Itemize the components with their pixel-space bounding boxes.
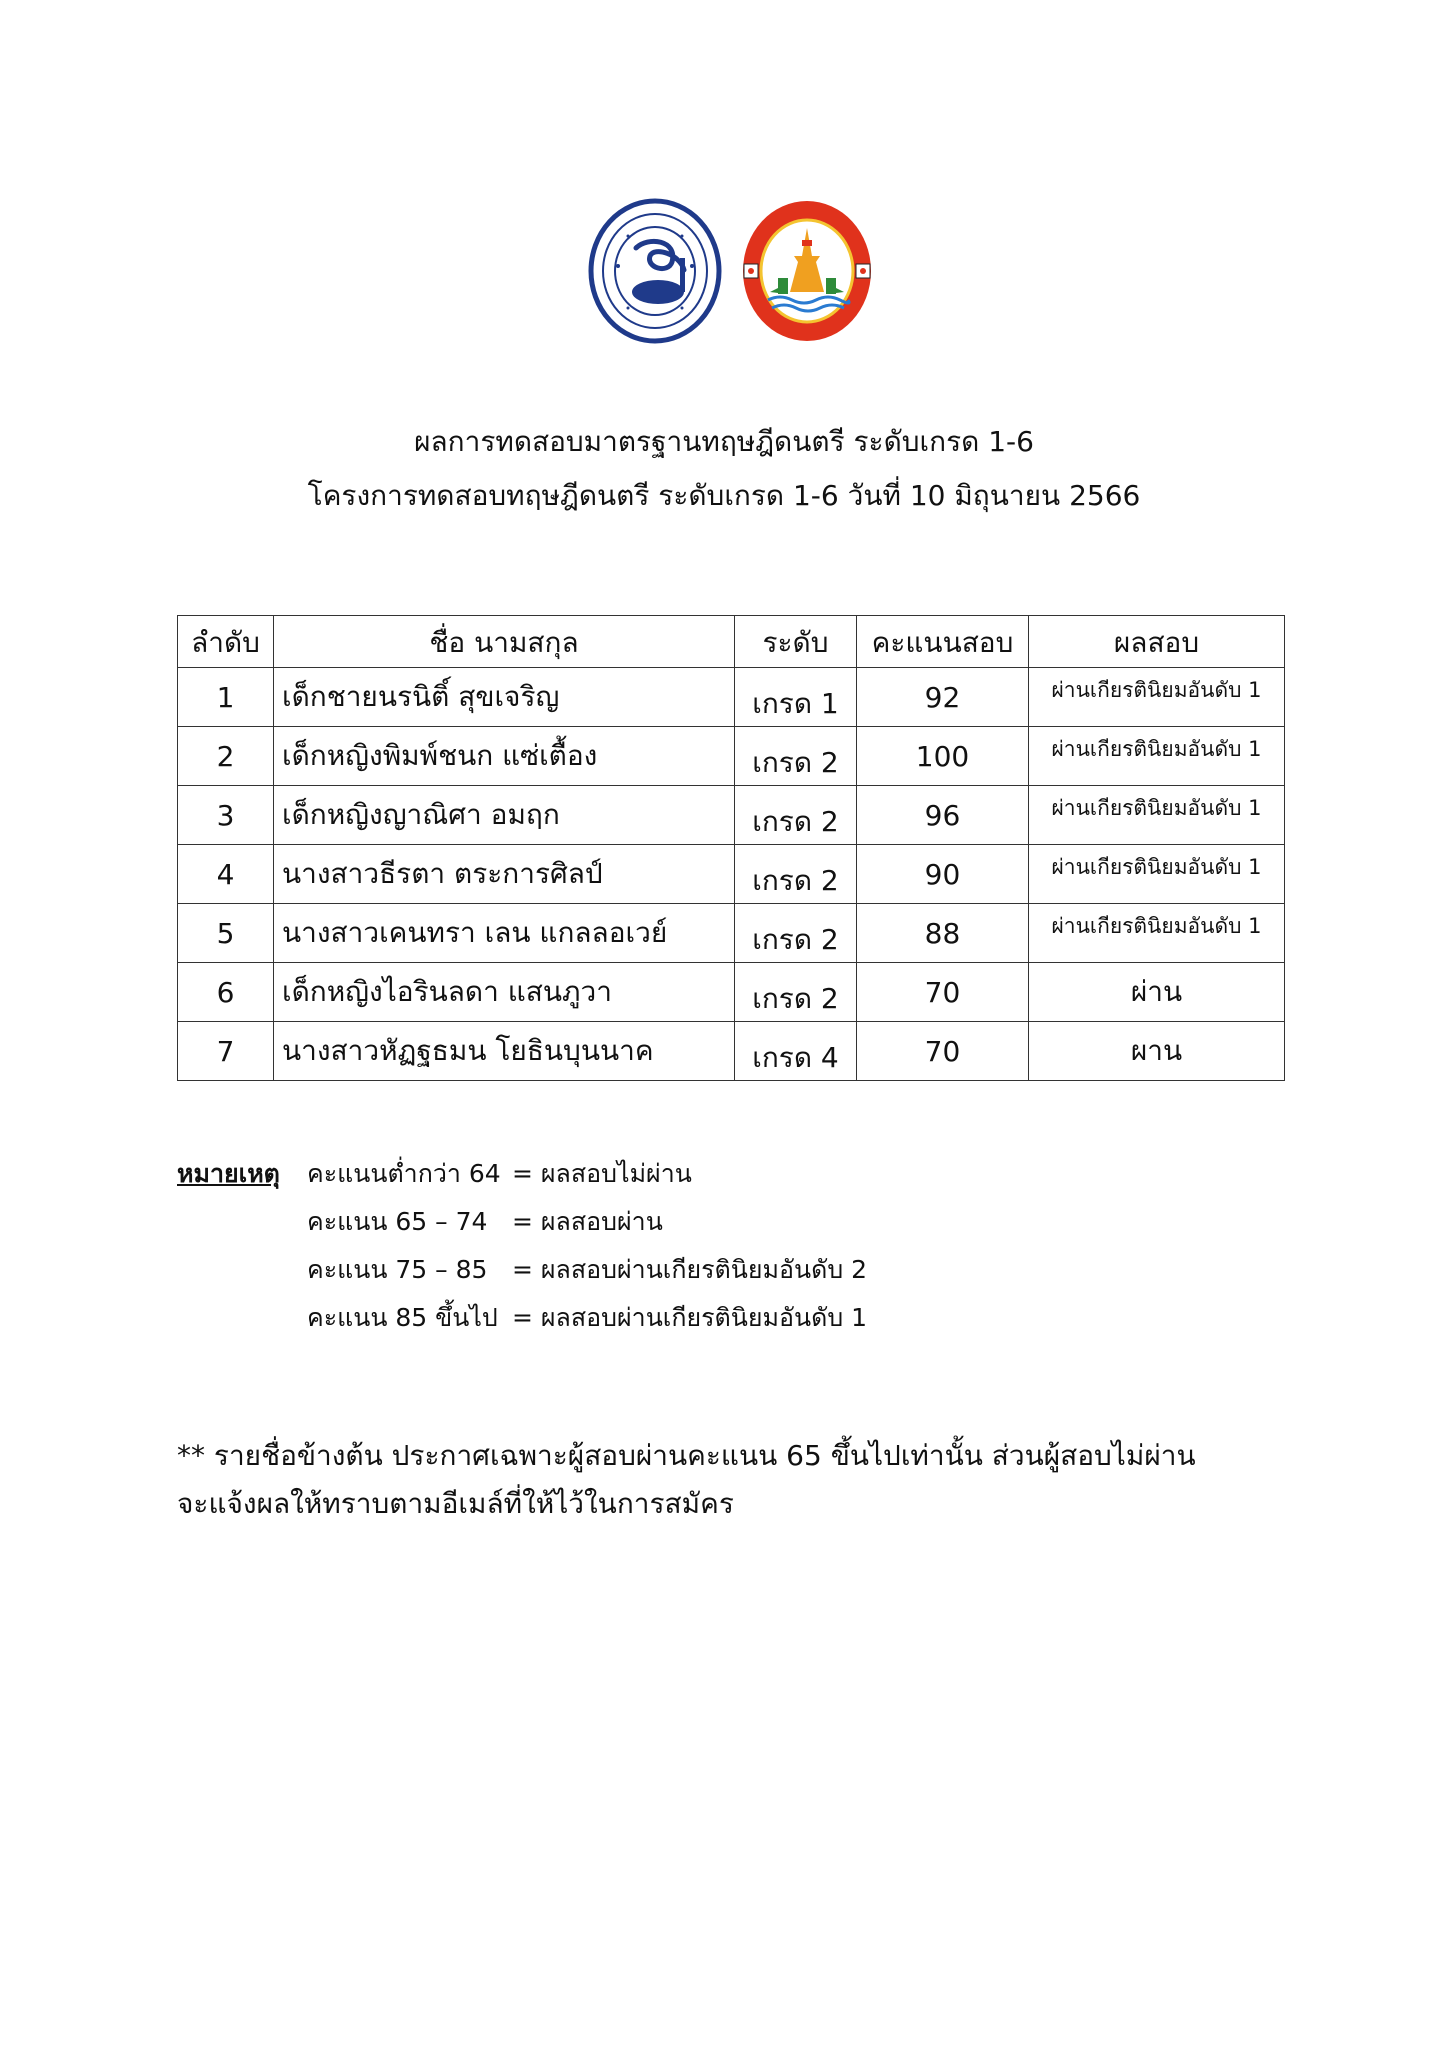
column-header-result: ผลสอบ	[1029, 616, 1285, 668]
results-table	[177, 615, 1285, 1081]
row-number: 2	[178, 727, 274, 786]
note-range: คะแนน 85 ขึ้นไป	[307, 1303, 498, 1332]
row-number: 3	[178, 786, 274, 845]
grade-level: เกรด 2	[735, 963, 857, 1022]
row-number: 5	[178, 904, 274, 963]
exam-result: ผ่านเกียรตินิยมอันดับ 1	[1029, 668, 1285, 727]
grade-level: เกรด 2	[735, 786, 857, 845]
notes-label: หมายเหตุ	[177, 1159, 280, 1188]
student-name: เด็กชายนรนิติ์ สุขเจริญ	[274, 668, 735, 727]
column-header-name: ชื่อ นามสกุล	[274, 616, 735, 668]
student-name: นางสาวธีรตา ตระการศิลป์	[274, 845, 735, 904]
note-range: คะแนน 65 – 74	[307, 1207, 488, 1236]
table-row	[178, 904, 1285, 963]
note-meaning: = ผลสอบไม่ผ่าน	[512, 1159, 692, 1188]
exam-score: 70	[857, 1022, 1029, 1081]
student-name: นางสาวเคนทรา เลน แกลลอเวย์	[274, 904, 735, 963]
exam-result: ผ่าน	[1029, 963, 1285, 1022]
music-educators-association-logo	[588, 196, 722, 346]
university-seal-icon	[740, 196, 874, 346]
grade-level: เกรด 4	[735, 1022, 857, 1081]
column-header-no: ลำดับ	[178, 616, 274, 668]
grade-level: เกรด 2	[735, 845, 857, 904]
table-row	[178, 668, 1285, 727]
student-name: เด็กหญิงพิมพ์ชนก แซ่เตื้อง	[274, 727, 735, 786]
table-header-row	[178, 616, 1285, 668]
grade-level: เกรด 2	[735, 727, 857, 786]
column-header-level: ระดับ	[735, 616, 857, 668]
exam-result: ผ่านเกียรตินิยมอันดับ 1	[1029, 727, 1285, 786]
table-row	[178, 1022, 1285, 1081]
exam-score: 96	[857, 786, 1029, 845]
table-row	[178, 963, 1285, 1022]
exam-score: 92	[857, 668, 1029, 727]
row-number: 6	[178, 963, 274, 1022]
note-range: คะแนน 75 – 85	[307, 1255, 488, 1284]
student-name: เด็กหญิงไอรินลดา แสนภูวา	[274, 963, 735, 1022]
exam-result: ผ่านเกียรตินิยมอันดับ 1	[1029, 845, 1285, 904]
footer-line-2: จะแจ้งผลให้ทราบตามอีเมล์ที่ให้ไว้ในการสมัคร	[177, 1487, 734, 1520]
logo-group	[588, 196, 878, 346]
grade-level: เกรด 2	[735, 904, 857, 963]
table-row	[178, 727, 1285, 786]
table-row	[178, 845, 1285, 904]
exam-result: ผ่านเกียรตินิยมอันดับ 1	[1029, 786, 1285, 845]
row-number: 7	[178, 1022, 274, 1081]
column-header-score: คะแนนสอบ	[857, 616, 1029, 668]
grade-level: เกรด 1	[735, 668, 857, 727]
page-title: ผลการทดสอบมาตรฐานทฤษฎีดนตรี ระดับเกรด 1-6	[414, 425, 1034, 458]
exam-result: ผ่านเกียรตินิยมอันดับ 1	[1029, 904, 1285, 963]
row-number: 4	[178, 845, 274, 904]
note-range: คะแนนต่ำกว่า 64	[307, 1159, 501, 1188]
page-subtitle: โครงการทดสอบทฤษฎีดนตรี ระดับเกรด 1-6 วันที่ 10 มิถุนายน 2566	[307, 479, 1141, 512]
table-row	[178, 786, 1285, 845]
music-seal-icon	[588, 196, 722, 346]
bangkokthonburi-university-logo	[740, 196, 874, 346]
footer-note	[177, 1432, 1297, 1528]
note-meaning: = ผลสอบผ่าน	[512, 1207, 663, 1236]
student-name: เด็กหญิงญาณิศา อมฤก	[274, 786, 735, 845]
note-meaning: = ผลสอบผ่านเกียรตินิยมอันดับ 1	[512, 1303, 868, 1332]
student-name: นางสาวหัฏฐธมน โยธินบุนนาค	[274, 1022, 735, 1081]
exam-score: 90	[857, 845, 1029, 904]
exam-score: 100	[857, 727, 1029, 786]
row-number: 1	[178, 668, 274, 727]
footer-line-1: ** รายชื่อข้างต้น ประกาศเฉพาะผู้สอบผ่านคะแนน 65 ขึ้นไปเท่านั้น ส่วนผู้สอบไม่ผ่าน	[177, 1439, 1196, 1472]
exam-score: 70	[857, 963, 1029, 1022]
exam-score: 88	[857, 904, 1029, 963]
exam-result: ผาน	[1029, 1022, 1285, 1081]
note-meaning: = ผลสอบผ่านเกียรตินิยมอันดับ 2	[512, 1255, 868, 1284]
